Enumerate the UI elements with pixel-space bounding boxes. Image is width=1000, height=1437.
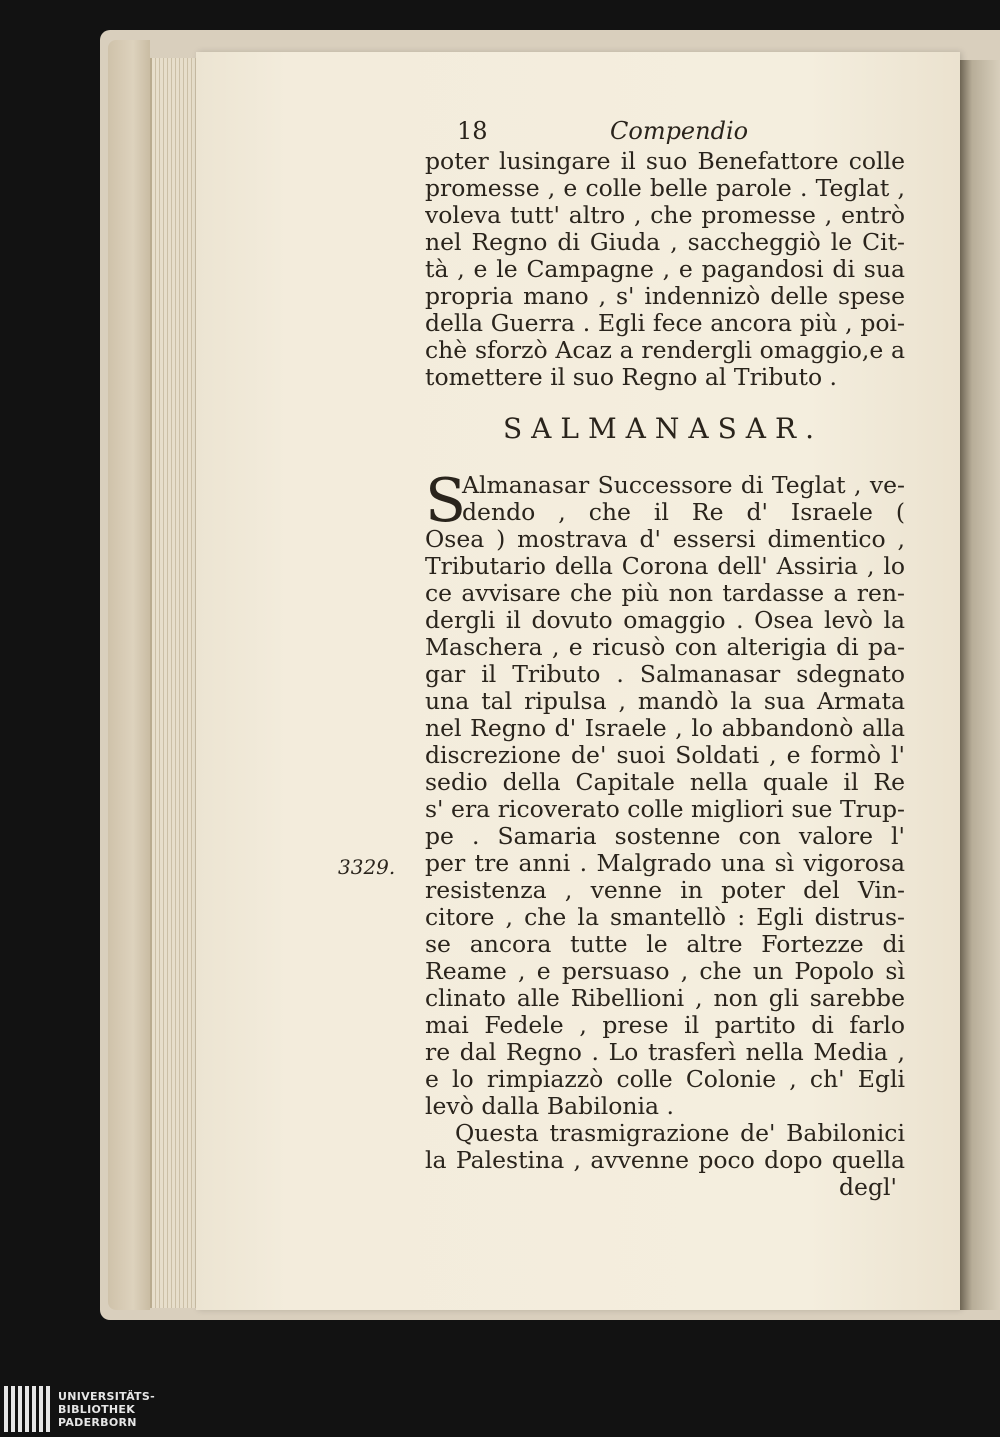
text-line: tomettere il suo Regno al Tributo . bbox=[425, 363, 838, 391]
text-line: una tal ripulsa , mandò la sua Armata bbox=[425, 688, 905, 715]
text-line: se ancora tutte le altre Fortezze di bbox=[425, 931, 905, 958]
margin-note: 3329. bbox=[338, 855, 396, 879]
text-line: Tributario della Corona dell' Assiria , lo bbox=[425, 553, 905, 580]
text-line: nel Regno d' Israele , lo abbandonò alla bbox=[425, 715, 905, 742]
text-line: resistenza , venne in poter del Vin- bbox=[425, 877, 905, 904]
text-line: tà , e le Campagne , e pagandosi di sua bbox=[425, 256, 905, 283]
drop-cap: S bbox=[425, 466, 467, 536]
logo-text bbox=[58, 1390, 155, 1429]
text-line: Osea ) mostrava d' essersi dimentico , bbox=[425, 526, 905, 553]
text-line: propria mano , s' indennizò delle spese bbox=[425, 283, 905, 310]
text-line: levò dalla Babilonia . bbox=[425, 1092, 674, 1120]
drop-cap-block bbox=[425, 466, 905, 536]
logo-line: BIBLIOTHEK bbox=[58, 1402, 136, 1416]
text-line: nel Regno di Giuda , saccheggiò le Cit- bbox=[425, 229, 905, 256]
text-line: dendo , che il Re d' Israele ( bbox=[462, 499, 905, 526]
library-logo bbox=[4, 1384, 155, 1434]
text-line: citore , che la smantellò : Egli distrus- bbox=[425, 904, 905, 931]
page-number: 18 bbox=[457, 117, 488, 145]
text-line: discrezione de' suoi Soldati , e formò l' bbox=[425, 742, 905, 769]
logo-bars-icon bbox=[4, 1386, 50, 1432]
text-line: mai Fedele , prese il partito di farlo bbox=[425, 1012, 905, 1039]
text-line: clinato alle Ribellioni , non gli sarebbe bbox=[425, 985, 905, 1012]
text-line: Reame , e persuaso , che un Popolo sì bbox=[425, 958, 905, 985]
page-edges bbox=[150, 58, 198, 1308]
catchword: degl' bbox=[839, 1173, 897, 1201]
logo-line: PADERBORN bbox=[58, 1415, 137, 1429]
text-line: voleva tutt' altro , che promesse , entrò bbox=[425, 202, 905, 229]
cover-edge bbox=[108, 40, 150, 1310]
text-line: s' era ricoverato colle migliori sue Trup- bbox=[425, 796, 905, 823]
text-line: poter lusingare il suo Benefattore colle bbox=[425, 148, 905, 175]
text-line: ce avvisare che più non tardasse a ren- bbox=[425, 580, 905, 607]
next-leaf bbox=[960, 60, 1000, 1310]
text-line: chè sforzò Acaz a rendergli omaggio,e a bbox=[425, 337, 905, 364]
text-line: la Palestina , avvenne poco dopo quella bbox=[425, 1147, 905, 1174]
text-line: promesse , e colle belle parole . Teglat , bbox=[425, 175, 905, 202]
logo-line: UNIVERSITÄTS- bbox=[58, 1389, 155, 1403]
text-line: sedio della Capitale nella quale il Re bbox=[425, 769, 905, 796]
text-line: dergli il dovuto omaggio . Osea levò la bbox=[425, 607, 905, 634]
text-line: della Guerra . Egli fece ancora più , poi- bbox=[425, 310, 905, 337]
text-line: Almanasar Successore di Teglat , ve- bbox=[462, 472, 905, 499]
text-line: Questa trasmigrazione de' Babilonici bbox=[455, 1120, 905, 1147]
text-line: Maschera , e ricusò con alterigia di pa- bbox=[425, 634, 905, 661]
text-line: gar il Tributo . Salmanasar sdegnato bbox=[425, 661, 905, 688]
text-line: re dal Regno . Lo trasferì nella Media , bbox=[425, 1039, 905, 1066]
text-line: e lo rimpiazzò colle Colonie , ch' Egli bbox=[425, 1066, 905, 1093]
running-title: Compendio bbox=[610, 117, 749, 145]
text-line: per tre anni . Malgrado una sì vigorosa bbox=[425, 850, 905, 877]
page-text bbox=[425, 118, 905, 1201]
page-header bbox=[425, 118, 905, 148]
text-line: pe . Samaria sostenne con valore l' bbox=[425, 823, 905, 850]
section-heading: SALMANASAR. bbox=[503, 412, 823, 445]
